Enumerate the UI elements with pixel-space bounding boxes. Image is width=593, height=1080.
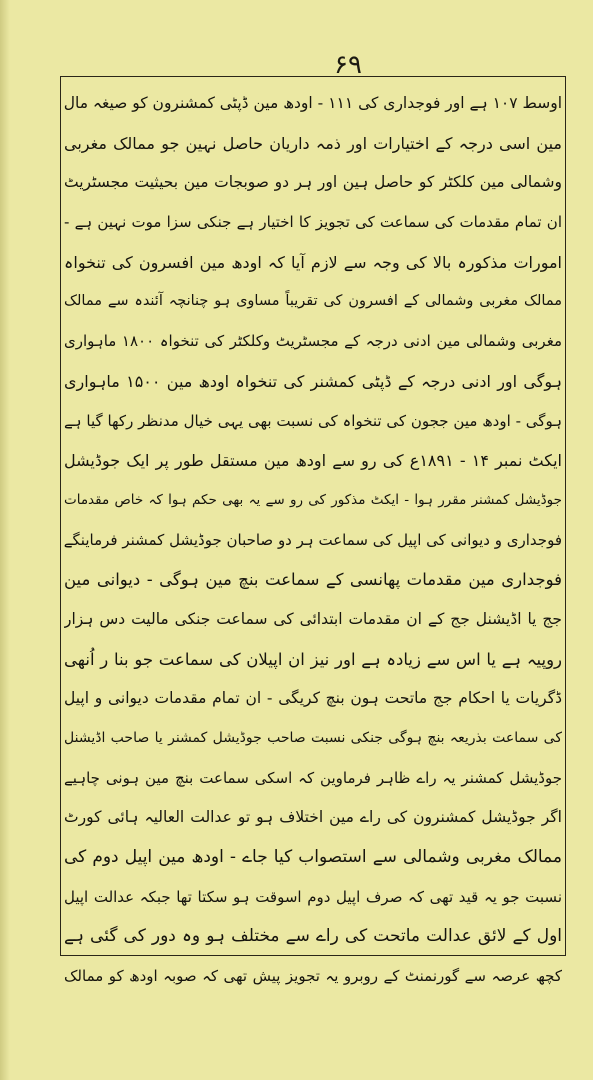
text-line: جوڈیشل کمشنر یہ راے ظاہر فرماوین کہ اسکی سماعت بنچ مین ہونی چاہیے	[64, 768, 562, 787]
text-line: ان تمام مقدمات کی سماعت کی تجویز کا اختیار ہے جنکی سزا موت نہین ہے -	[64, 213, 562, 232]
text-line: اوسط ۱۰۷ ہے اور فوجداری کی ۱۱۱ - اودھ مین ڈپٹی کمشنرون کو صیغہ مال	[64, 94, 562, 112]
text-line: ممالک مغربی وشمالی کے افسرون کی تقریباً مساوی ہو چنانچہ آئندہ سے ممالک	[64, 293, 562, 310]
text-line: اگر جوڈیشل کمشنرون کی راے مین اختلاف ہو تو عدالت العالیہ ہائی کورٹ	[64, 808, 562, 827]
text-line: امورات مذکورہ بالا کی وجہ سے لازم آیا کہ اودھ مین افسرون کی تنخواہ	[64, 252, 562, 272]
text-line: جج یا اڈیشنل جج کے ان مقدمات ابتدائی کی سماعت جنکی مالیت دس ہزار	[64, 609, 562, 628]
text-line: روپیہ ہے یا اس سے زیادہ ہے اور نیز ان اپیلان کی سماعت جو بنا ر اُنھی	[64, 649, 562, 669]
text-line: ممالک مغربی وشمالی سے استصواب کیا جاے - اودھ مین اپیل دوم کی	[64, 847, 562, 868]
text-line: کی سماعت بذریعہ بنچ ہوگی جنکی نسبت صاحب جوڈیشل کمشنر یا صاحب اڈیشنل	[64, 730, 562, 746]
body-text	[64, 84, 562, 997]
text-line: ایکٹ نمبر ۱۴ - ۱۸۹۱ع کی رو سے اودھ مین مستقل طور پر ایک جوڈیشل	[64, 451, 562, 471]
text-line: فوجداری و دیوانی کی اپیل کی سماعت ہر دو صاحبان جوڈیشل کمشنر فرماینگے	[64, 530, 562, 549]
text-line: کچھ عرصہ سے گورنمنٹ کے روبرو یہ تجویز پیش تھی کہ صوبہ اودھ کو ممالک	[64, 967, 562, 986]
text-line: اول کے لائق عدالت ماتحت کی راے سے مختلف ہو وہ دور کی گئی ہے	[64, 926, 562, 947]
text-line: وشمالی مین کلکٹر کو حاصل ہین اور ہر دو صوبجات مین بحیثیت مجسٹریٹ	[64, 173, 562, 192]
text-line: مین اسی درجہ کے اختیارات اور ذمہ داریان حاصل نہین جو ممالک مغربی	[64, 133, 562, 153]
page-number: ۶۹	[334, 50, 362, 80]
text-line: مغربی وشمالی مین ادنی درجہ کے مجسٹریٹ وکلکٹر کی تنخواہ ۱۸۰۰ ماہواری	[64, 332, 562, 351]
text-line: فوجداری مین مقدمات پھانسی کے سماعت بنچ مین ہوگی - دیوانی مین	[64, 570, 562, 590]
text-line: ہوگی اور ادنی درجہ کے ڈپٹی کمشنر کی تنخواہ اودھ مین ۱۵۰۰ ماہواری	[64, 371, 562, 391]
text-line: نسبت جو یہ قید تھی کہ صرف اپیل دوم اسوقت ہو سکتا تھا جبکہ عدالت اپیل	[64, 887, 562, 906]
text-line: ہوگی - اودھ مین ججون کی تنخواہ کی نسبت بھی یہی خیال مدنظر رکھا گیا ہے	[64, 411, 562, 430]
page-edge-shadow	[0, 0, 10, 1080]
text-line: جوڈیشل کمشنر مقرر ہوا - ایکٹ مذکور کی رو سے یہ بھی حکم ہوا کہ خاص مقدمات	[64, 491, 562, 508]
text-line: ڈگریات یا احکام جج ماتحت ہون بنچ کریگی - ان تمام مقدمات دیوانی و اپیل	[64, 689, 562, 708]
